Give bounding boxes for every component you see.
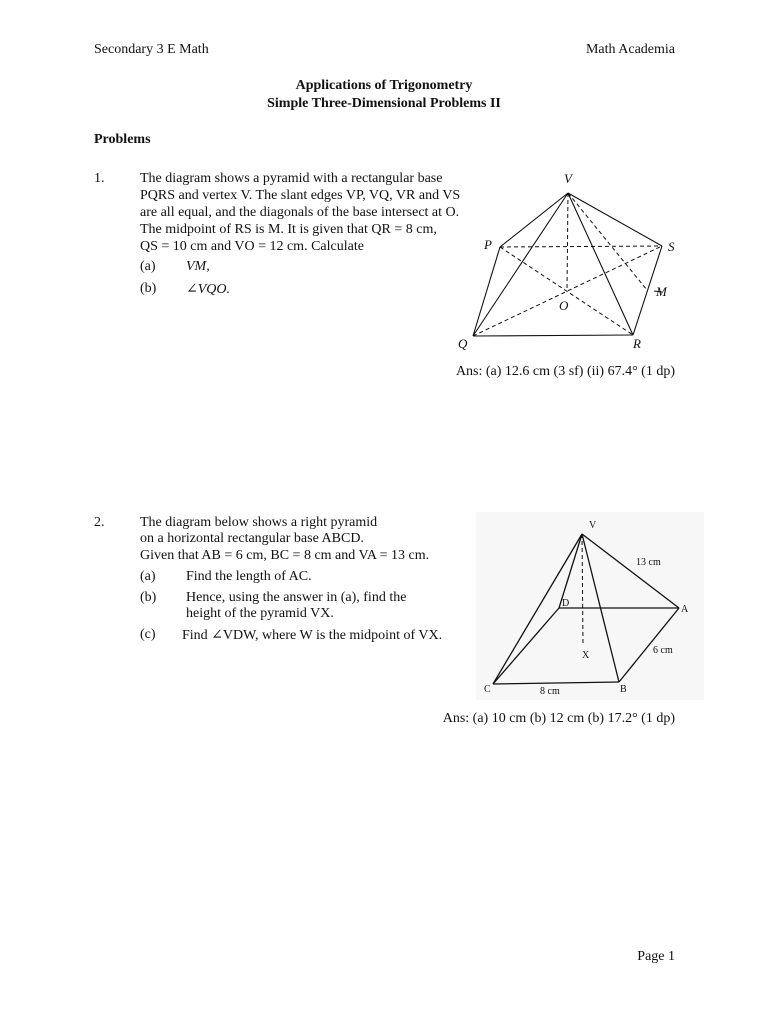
- edge-pq: [473, 247, 500, 336]
- edge-qr: [473, 335, 633, 336]
- pyramid-pqrs-diagram: [440, 165, 700, 360]
- label-bc-length: 8 cm: [540, 686, 560, 697]
- problem-2-line: on a horizontal rectangular base ABCD.: [140, 531, 364, 546]
- label-ab-length: 6 cm: [653, 645, 673, 656]
- problem-1-part-label: (b): [140, 281, 157, 296]
- problem-2-part-text: Hence, using the answer in (a), find the: [186, 590, 407, 605]
- label-a: A: [681, 604, 689, 615]
- problem-1-answer: Ans: (a) 12.6 cm (3 sf) (ii) 67.4° (1 dp): [455, 364, 675, 379]
- problem-1-line: The diagram shows a pyramid with a rectangular base: [140, 171, 443, 186]
- problem-2-line: Given that AB = 6 cm, BC = 8 cm and VA = 13 cm.: [140, 548, 430, 563]
- problem-2-number: 2.: [94, 515, 105, 530]
- label-b: B: [620, 684, 627, 695]
- header-left: Secondary 3 E Math: [94, 42, 209, 57]
- edge-vq: [473, 193, 568, 336]
- page-number: Page 1: [637, 949, 675, 964]
- problem-1-part-text: VM,: [186, 259, 210, 274]
- label-x: X: [582, 650, 590, 661]
- problem-1-line: are all equal, and the diagonals of the base intersect at O.: [140, 205, 460, 220]
- problem-2-part-text: height of the pyramid VX.: [186, 606, 334, 621]
- problem-1-line: The midpoint of RS is M. It is given that QR = 8 cm,: [140, 222, 437, 237]
- label-p: P: [484, 237, 492, 252]
- edge-vs: [568, 193, 662, 246]
- label-v: V: [564, 171, 572, 186]
- label-va-length: 13 cm: [636, 557, 661, 568]
- problem-1-line: PQRS and vertex V. The slant edges VP, VQ, VR and VS: [140, 188, 461, 203]
- problem-2-part-label: (b): [140, 590, 157, 605]
- problem-1-line: QS = 10 cm and VO = 12 cm. Calculate: [140, 239, 364, 254]
- document-title: Applications of Trigonometry: [295, 78, 473, 93]
- label-d: D: [562, 598, 570, 609]
- height-vo: [567, 193, 568, 291]
- problem-1-number: 1.: [94, 171, 105, 186]
- label-m: M: [656, 284, 667, 299]
- problem-2-line: The diagram below shows a right pyramid: [140, 515, 378, 530]
- problem-2-part-text: Find ∠VDW, where W is the midpoint of VX.: [182, 628, 443, 643]
- problem-2-part-label: (a): [140, 569, 156, 584]
- label-r: R: [633, 336, 641, 351]
- problem-2-part-text: Find the length of AC.: [186, 569, 312, 584]
- header-right: Math Academia: [585, 42, 675, 57]
- problem-1-part-text: ∠VQO.: [186, 282, 231, 297]
- edge-vp: [500, 193, 568, 247]
- slant-vm: [568, 193, 647, 290]
- section-heading: Problems: [94, 132, 151, 147]
- pyramid-abcd-diagram: [476, 512, 704, 700]
- label-c: C: [484, 684, 491, 695]
- label-s: S: [668, 239, 675, 254]
- document-subtitle: Simple Three-Dimensional Problems II: [267, 96, 501, 111]
- problem-2-answer: Ans: (a) 10 cm (b) 12 cm (b) 17.2° (1 dp): [442, 711, 675, 726]
- label-v: V: [589, 520, 597, 531]
- problem-2-part-label: (c): [140, 627, 156, 642]
- problem-1-part-label: (a): [140, 259, 156, 274]
- edge-ps-hidden: [500, 246, 662, 247]
- label-o: O: [559, 298, 569, 313]
- label-q: Q: [458, 336, 468, 351]
